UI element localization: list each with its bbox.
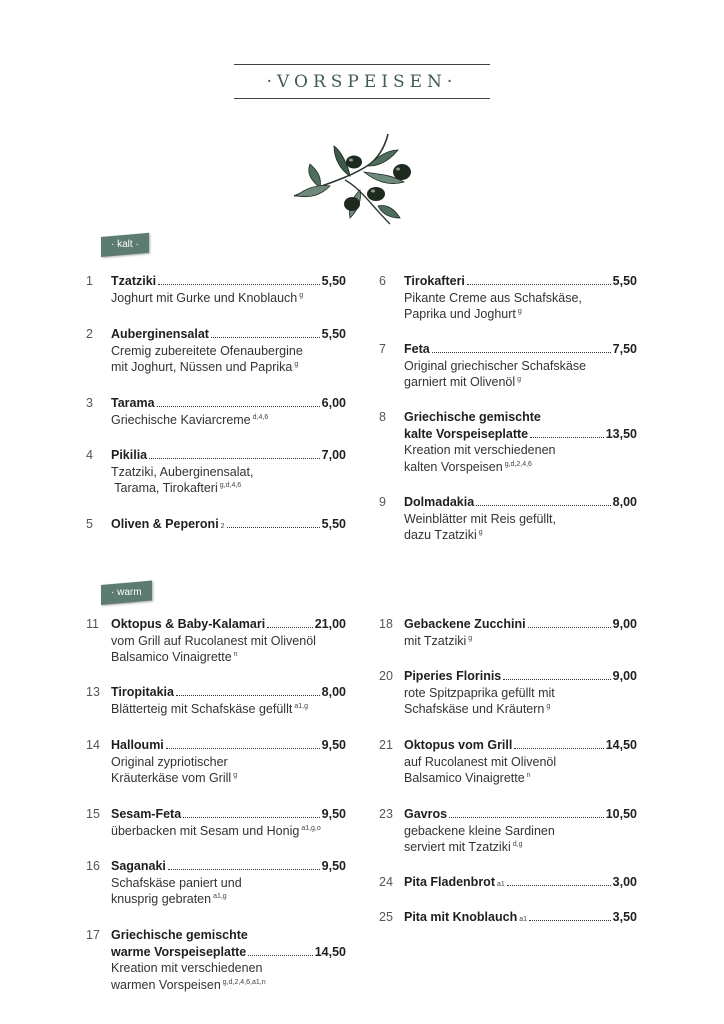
menu-item-24: 24 Pita Fladenbrot a1 3,00 — [379, 875, 637, 889]
menu-item-23: 23 Gavros 10,50 gebackene kleine Sardinen serviert mit Tzatziki $^{d,g}$ — [379, 807, 637, 854]
page-title: ·VORSPEISEN· — [266, 72, 458, 92]
menu-item-6: 6 Tirokafteri 5,50 Pikante Creme aus Schafskäse, Paprika und Joghurt $^g$ — [379, 274, 637, 321]
menu-item-14: 14 Halloumi 9,50 Original zypriotischer Kräuterkäse vom Grill $^g$ — [86, 738, 346, 785]
menu-item-25: 25 Pita mit Knoblauch a1 3,50 — [379, 910, 637, 924]
menu-item-7: 7 Feta 7,50 Original griechischer Schafskäse garniert mit Olivenöl $^g$ — [379, 342, 637, 389]
menu-item-13: 13 Tiropitakia 8,00 Blätterteig mit Schafskäse gefüllt $^{a1,g}$ — [86, 685, 346, 716]
section-tag-warm: · warm — [101, 581, 152, 605]
menu-item-9: 9 Dolmadakia 8,00 Weinblätter mit Reis gefüllt, dazu Tzatziki $^g$ — [379, 495, 637, 542]
menu-item-20: 20 Piperies Florinis 9,00 rote Spitzpaprika gefüllt mit Schafskäse und Kräutern $^g$ — [379, 669, 637, 716]
menu-item-4: 4 Pikilia 7,00 Tzatziki, Auberginensalat, Tarama, Tirokafteri $^{g,d,4,6}$ — [86, 448, 346, 495]
menu-item-17: 17 Griechische gemischte warme Vorspeiseplatte 14,50 Kreation mit verschiedenen warmen Vorspeisen $^{g,d,2,4,6,a1,n}$ — [86, 928, 346, 992]
menu-item-21: 21 Oktopus vom Grill 14,50 auf Rucolanest mit Olivenöl Balsamico Vinaigrette $^n$ — [379, 738, 637, 785]
title-rule-bottom — [234, 98, 490, 99]
menu-item-2: 2 Auberginensalat 5,50 Cremig zubereitete Ofenaubergine mit Joghurt, Nüssen und Paprika $^g$ — [86, 327, 346, 374]
menu-item-1: 1 Tzatziki 5,50 Joghurt mit Gurke und Knoblauch $^g$ — [86, 274, 346, 305]
menu-item-15: 15 Sesam-Feta 9,50 überbacken mit Sesam und Honig $^{a1,g,o}$ — [86, 807, 346, 838]
menu-item-18: 18 Gebackene Zucchini 9,00 mit Tzatziki $^g$ — [379, 617, 637, 648]
section-tag-kalt: · kalt · — [101, 233, 149, 257]
menu-item-5: 5 Oliven & Peperoni 2 5,50 — [86, 517, 346, 531]
menu-item-8: 8 Griechische gemischte kalte Vorspeiseplatte 13,50 Kreation mit verschiedenen kalten Vorspeisen $^{g,d,2,4,6}$ — [379, 410, 637, 474]
menu-item-11: 11 Oktopus & Baby-Kalamari 21,00 vom Grill auf Rucolanest mit Olivenöl Balsamico Vinaigrette $^n$ — [86, 617, 346, 664]
menu-item-3: 3 Tarama 6,00 Griechische Kaviarcreme $^{d,4,6}$ — [86, 396, 346, 427]
title-rule-top — [234, 64, 490, 65]
menu-item-16: 16 Saganaki 9,50 Schafskäse paniert und knusprig gebraten $^{a1,g}$ — [86, 859, 346, 906]
olive-branch-icon — [290, 126, 415, 231]
